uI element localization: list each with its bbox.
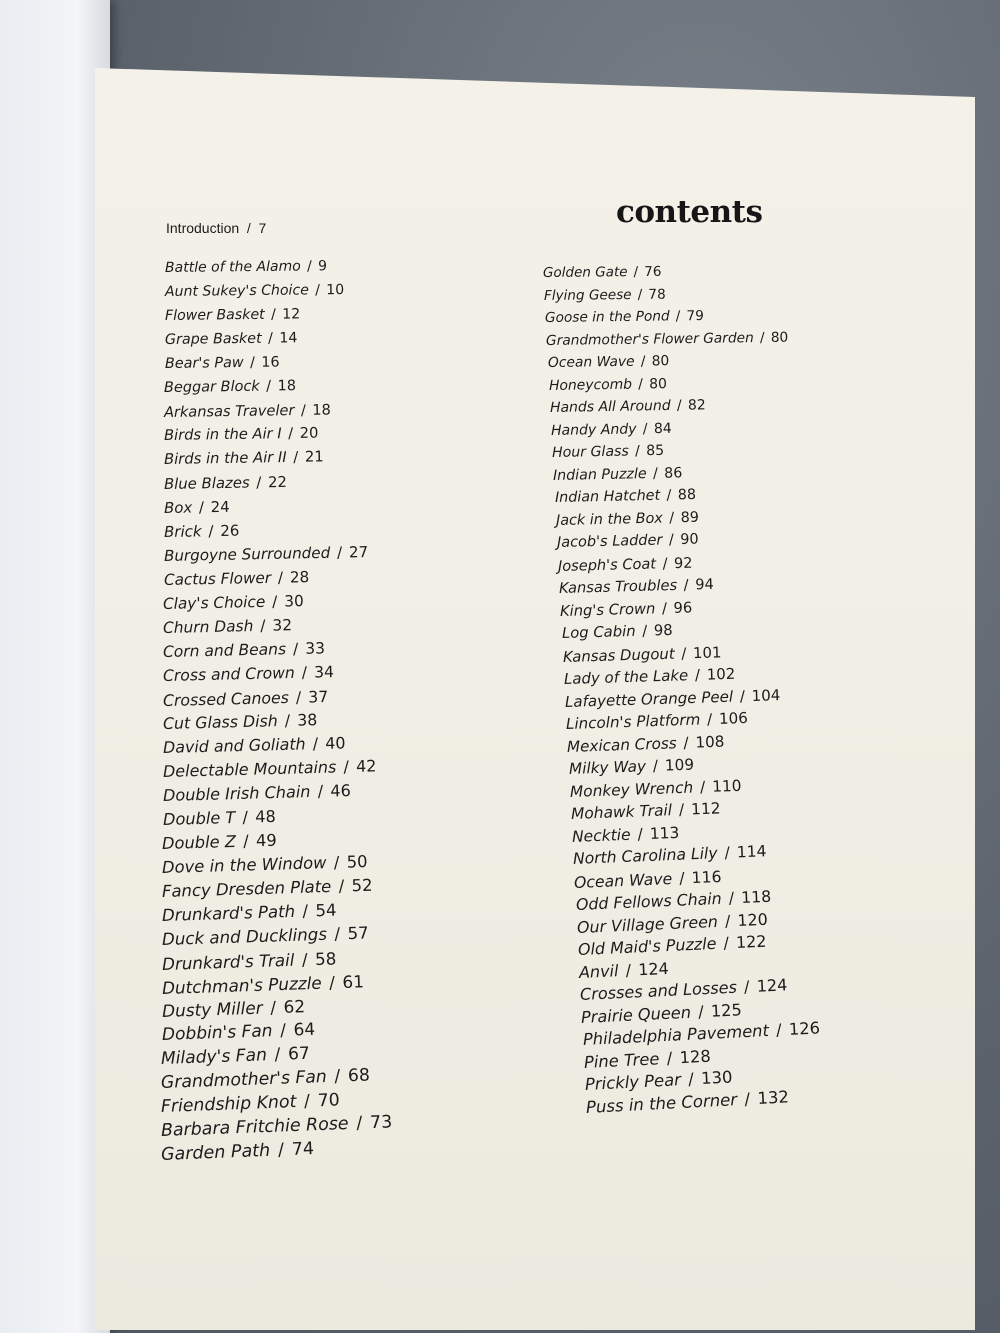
entry-page: 118	[740, 887, 772, 908]
separator: /	[739, 687, 746, 706]
contents-entry	[162, 807, 275, 829]
separator: /	[637, 286, 643, 303]
entry-label: Friendship Knot	[160, 1092, 297, 1118]
separator: /	[694, 666, 701, 685]
entry-page: 61	[341, 970, 364, 992]
entry-label: Flying Geese	[544, 286, 632, 304]
entry-page: 7	[258, 220, 267, 236]
entry-page: 116	[691, 866, 723, 888]
entry-label: Old Maid's Puzzle	[577, 934, 717, 960]
entry-label: Garden Path	[160, 1140, 271, 1165]
separator: /	[249, 354, 255, 371]
entry-label: Box	[163, 498, 193, 518]
entry-label: Grandmother's Fan	[160, 1067, 328, 1094]
separator: /	[698, 1002, 705, 1022]
entry-page: 21	[304, 448, 324, 467]
entry-label: Indian Puzzle	[553, 465, 648, 484]
entry-page: 38	[296, 710, 318, 731]
entry-label: Arkansas Traveler	[164, 401, 295, 421]
entry-label: Fancy Dresden Plate	[161, 876, 332, 901]
entry-label: Honeycomb	[548, 376, 632, 394]
entry-page: 92	[673, 554, 693, 572]
separator: /	[208, 522, 214, 541]
separator: /	[288, 425, 294, 443]
entry-page: 76	[644, 263, 662, 280]
entry-label: Cactus Flower	[163, 568, 271, 589]
entry-page: 89	[680, 509, 699, 526]
entry-label: Jack in the Box	[555, 510, 663, 529]
entry-page: 82	[687, 397, 706, 414]
entry-page: 24	[210, 498, 230, 517]
entry-page: 88	[677, 487, 696, 504]
entry-label: Milky Way	[568, 757, 646, 779]
entry-page: 84	[653, 420, 673, 437]
contents-entry	[165, 306, 300, 324]
separator: /	[266, 378, 272, 395]
entry-page: 27	[348, 543, 369, 562]
separator: /	[743, 1089, 751, 1109]
separator: /	[279, 1021, 286, 1042]
contents-entry	[164, 378, 296, 396]
entry-page: 90	[679, 531, 699, 549]
separator: /	[724, 844, 731, 863]
entry-label: Birds in the Air I	[164, 425, 282, 445]
entry-page: 125	[710, 1000, 743, 1021]
entry-label: Beggar Block	[164, 378, 261, 396]
entry-page: 70	[317, 1090, 341, 1112]
separator: /	[306, 258, 312, 275]
entry-label: Golden Gate	[542, 264, 628, 281]
separator: /	[668, 509, 675, 527]
separator: /	[665, 1048, 673, 1068]
entry-label: Battle of the Alamo	[164, 258, 301, 276]
entry-label: Aunt Sukey's Choice	[164, 282, 309, 300]
entry-page: 20	[299, 424, 319, 443]
separator: /	[637, 376, 643, 393]
separator: /	[277, 568, 283, 587]
entry-label: Churn Dash	[163, 616, 254, 637]
entry-label: Lady of the Lake	[563, 666, 689, 689]
contents-entry	[163, 663, 334, 685]
entry-label: Jacob's Ladder	[556, 532, 663, 552]
entry-label: Our Village Green	[576, 911, 718, 937]
entry-page: 128	[678, 1046, 711, 1068]
separator: /	[277, 1140, 285, 1161]
entry-label: Bear's Paw	[164, 354, 244, 372]
separator: /	[687, 1069, 695, 1090]
entry-page: 12	[281, 306, 301, 323]
entry-label: Drunkard's Path	[161, 901, 296, 925]
entry-page: 18	[312, 400, 332, 419]
entry-label: Prickly Pear	[584, 1070, 682, 1095]
entry-label: Cross and Crown	[162, 663, 296, 685]
separator: /	[301, 948, 308, 970]
entry-page: 109	[664, 755, 694, 775]
entry-page: 32	[272, 615, 293, 635]
entry-page: 42	[355, 756, 377, 777]
entry-label: Birds in the Air II	[163, 449, 287, 469]
separator: /	[293, 449, 299, 467]
entry-page: 50	[346, 851, 369, 872]
entry-label: King's Crown	[560, 600, 657, 620]
entry-label: Mexican Cross	[567, 734, 678, 756]
separator: /	[662, 599, 668, 617]
contents-entry	[543, 264, 662, 281]
entry-label: Introduction	[166, 220, 240, 236]
entry-page: 67	[288, 1044, 311, 1065]
contents-entry	[544, 286, 666, 303]
entry-page: 114	[736, 842, 768, 862]
entry-label: Indian Hatchet	[554, 487, 660, 507]
contents-entry	[163, 616, 292, 637]
separator: /	[246, 220, 251, 236]
separator: /	[637, 825, 644, 844]
entry-page: 94	[695, 576, 715, 594]
separator: /	[336, 543, 342, 562]
entry-page: 9	[317, 258, 328, 275]
entry-label: Corn and Beans	[163, 639, 287, 661]
separator: /	[334, 1066, 341, 1087]
entry-page: 98	[653, 622, 673, 640]
entry-page: 101	[692, 643, 722, 662]
entry-page: 108	[695, 732, 726, 752]
entry-label: Burgoyne Surrounded	[163, 543, 331, 566]
contents-entry	[558, 554, 693, 574]
separator: /	[640, 353, 646, 370]
separator: /	[317, 781, 323, 802]
entry-label: Odd Fellows Chain	[575, 889, 722, 915]
separator: /	[652, 757, 658, 776]
separator: /	[775, 1020, 782, 1040]
entry-label: Hour Glass	[552, 443, 630, 462]
contents-entry	[163, 592, 304, 613]
entry-page: 113	[649, 823, 680, 843]
entry-label: Mohawk Trail	[570, 801, 673, 824]
entry-label: Flower Basket	[164, 306, 265, 324]
entry-label: David and Goliath	[162, 734, 306, 758]
entry-page: 80	[771, 329, 789, 346]
entry-label: Crosses and Losses	[579, 978, 738, 1005]
entry-label: Dove in the Window	[162, 853, 328, 877]
contents-entry	[163, 568, 309, 589]
separator: /	[338, 876, 345, 896]
separator: /	[760, 329, 766, 346]
separator: /	[274, 1045, 282, 1066]
contents-entry	[556, 509, 699, 528]
entry-page: 124	[637, 958, 670, 980]
separator: /	[625, 960, 632, 980]
separator: /	[356, 1113, 363, 1134]
entry-label: Crossed Canoes	[162, 687, 290, 710]
entry-page: 68	[347, 1065, 371, 1087]
separator: /	[683, 733, 690, 752]
entry-label: Handy Andy	[550, 421, 637, 439]
entry-label: Lincoln's Platform	[565, 710, 701, 734]
entry-page: 120	[736, 909, 768, 930]
entry-label: Double Irish Chain	[162, 782, 311, 806]
contents-entry	[553, 465, 683, 484]
entry-page: 80	[651, 353, 670, 370]
page-title: contents	[616, 194, 763, 230]
entry-label: Grape Basket	[164, 330, 262, 348]
entry-page: 64	[292, 1020, 316, 1041]
separator: /	[724, 911, 731, 931]
contents-entry	[164, 522, 240, 541]
entry-label: Milady's Fan	[161, 1045, 268, 1070]
separator: /	[272, 592, 279, 611]
entry-page: 80	[648, 375, 667, 392]
separator: /	[269, 997, 276, 1018]
separator: /	[662, 554, 668, 573]
separator: /	[302, 901, 309, 921]
separator: /	[642, 420, 648, 437]
separator: /	[256, 473, 262, 492]
contents-entry	[554, 487, 695, 506]
contents-entry	[163, 639, 325, 661]
separator: /	[706, 710, 713, 729]
separator: /	[243, 831, 250, 851]
entry-page: 130	[700, 1067, 733, 1089]
contents-entry	[551, 420, 672, 438]
separator: /	[301, 401, 307, 419]
separator: /	[722, 933, 730, 953]
contents-entry	[162, 831, 277, 853]
entry-page: 57	[347, 923, 369, 943]
entry-label: Ocean Wave	[573, 868, 673, 892]
separator: /	[633, 264, 639, 281]
contents-entry	[164, 401, 331, 421]
separator: /	[333, 852, 340, 872]
entry-label: Clay's Choice	[163, 592, 266, 613]
entry-label: Grandmother's Flower Garden	[546, 329, 755, 349]
entry-label: Dutchman's Puzzle	[161, 972, 322, 998]
separator: /	[635, 443, 641, 460]
entry-label: Ocean Wave	[547, 353, 635, 372]
entry-label: Philadelphia Pavement	[582, 1021, 769, 1050]
entry-page: 79	[686, 307, 705, 325]
contents-entry	[163, 687, 329, 710]
entry-page: 10	[326, 281, 345, 299]
separator: /	[314, 282, 320, 299]
separator: /	[303, 1091, 311, 1112]
contents-entry	[549, 376, 667, 394]
entry-label: Kansas Troubles	[559, 577, 678, 598]
contents-entry	[546, 329, 788, 348]
entry-page: 78	[648, 286, 666, 303]
entry-page: 14	[278, 330, 298, 347]
entry-label: Joseph's Coat	[557, 555, 657, 575]
entry-label: Dusty Miller	[161, 998, 263, 1022]
separator: /	[270, 306, 276, 323]
contents-entry	[164, 354, 279, 372]
separator: /	[668, 532, 674, 549]
contents-entry	[164, 449, 324, 469]
separator: /	[727, 888, 734, 908]
separator: /	[676, 397, 682, 414]
entry-page: 104	[751, 685, 781, 705]
contents-entry	[552, 443, 665, 461]
contents-entry	[165, 330, 298, 348]
entry-label: Prairie Queen	[580, 1002, 692, 1027]
separator: /	[198, 498, 205, 517]
separator: /	[260, 616, 267, 635]
entry-label: Anvil	[578, 961, 619, 982]
entry-label: Puss in the Corner	[585, 1090, 738, 1117]
separator: /	[312, 734, 319, 754]
contents-entry	[560, 599, 693, 620]
entry-page: 49	[256, 830, 278, 851]
entry-page: 102	[706, 664, 736, 684]
entry-page: 33	[305, 639, 326, 658]
entry-page: 124	[756, 975, 788, 997]
entry-label: Barbara Fritchie Rose	[160, 1114, 350, 1142]
entry-page: 48	[254, 806, 276, 827]
entry-page: 26	[219, 521, 240, 541]
contents-entry	[165, 282, 344, 300]
separator: /	[653, 465, 659, 482]
contents-entry	[550, 397, 706, 416]
separator: /	[678, 801, 685, 820]
entry-label: Dobbin's Fan	[161, 1021, 273, 1046]
separator: /	[267, 330, 273, 347]
separator: /	[699, 777, 706, 797]
entry-page: 18	[277, 377, 297, 394]
entry-label: Blue Blazes	[163, 473, 250, 494]
entry-page: 28	[289, 567, 310, 587]
separator: /	[328, 971, 335, 993]
separator: /	[295, 687, 302, 707]
contents-entry	[165, 258, 327, 276]
separator: /	[665, 487, 672, 504]
contents-entry	[164, 473, 287, 493]
separator: /	[301, 663, 308, 682]
entry-page: 86	[664, 464, 683, 482]
entry-label: Duck and Ducklings	[161, 924, 328, 949]
entry-label: Kansas Dugout	[562, 644, 675, 666]
entry-page: 54	[315, 900, 337, 921]
entry-page: 34	[314, 662, 335, 682]
facing-page-edge	[0, 0, 110, 1333]
entry-page: 112	[690, 799, 721, 819]
separator: /	[675, 308, 681, 325]
entry-label: Pine Tree	[583, 1049, 660, 1072]
separator: /	[334, 924, 341, 944]
contents-entry	[164, 425, 319, 444]
separator: /	[641, 622, 648, 640]
entry-label: North Carolina Lily	[572, 844, 719, 869]
entry-page: 85	[646, 442, 665, 460]
entry-page: 16	[260, 354, 280, 371]
introduction-entry	[166, 220, 266, 236]
entry-label: Necktie	[571, 825, 631, 846]
entry-label: Drunkard's Trail	[161, 949, 295, 974]
entry-page: 46	[329, 781, 351, 801]
entry-page: 52	[351, 875, 373, 896]
contents-entry	[545, 308, 704, 326]
entry-label: Goose in the Pond	[545, 308, 671, 327]
separator: /	[683, 576, 690, 594]
entry-label: Double Z	[162, 831, 237, 854]
entry-page: 40	[324, 733, 346, 754]
entry-page: 58	[314, 948, 337, 969]
contents-entry	[579, 959, 670, 982]
entry-page: 122	[735, 932, 767, 953]
entry-page: 132	[756, 1087, 790, 1109]
entry-label: Delectable Mountains	[162, 757, 337, 782]
entry-label: Lafayette Orange Peel	[564, 687, 734, 711]
entry-label: Brick	[163, 522, 202, 542]
separator: /	[293, 639, 299, 658]
entry-label: Cut Glass Dish	[162, 711, 278, 734]
entry-page: 126	[787, 1018, 820, 1040]
contents-entry	[164, 498, 230, 517]
entry-page: 73	[369, 1112, 393, 1134]
entry-label: Monkey Wrench	[569, 778, 694, 801]
contents-entry	[561, 622, 672, 642]
entry-label: Double T	[162, 808, 236, 830]
entry-page: 37	[308, 686, 329, 707]
entry-label: Hands All Around	[549, 397, 671, 417]
separator: /	[679, 868, 686, 888]
entry-page: 96	[673, 599, 693, 617]
separator: /	[743, 977, 751, 997]
separator: /	[284, 711, 291, 731]
contents-entry	[548, 353, 670, 371]
entry-page: 30	[284, 591, 305, 611]
entry-page: 22	[267, 473, 288, 492]
separator: /	[342, 757, 349, 777]
separator: /	[241, 807, 248, 827]
entry-page: 106	[718, 709, 749, 729]
separator: /	[680, 644, 687, 663]
entry-page: 62	[282, 996, 306, 1018]
entry-page: 110	[711, 776, 742, 796]
entry-page: 74	[291, 1139, 315, 1160]
entry-label: Log Cabin	[561, 623, 636, 643]
